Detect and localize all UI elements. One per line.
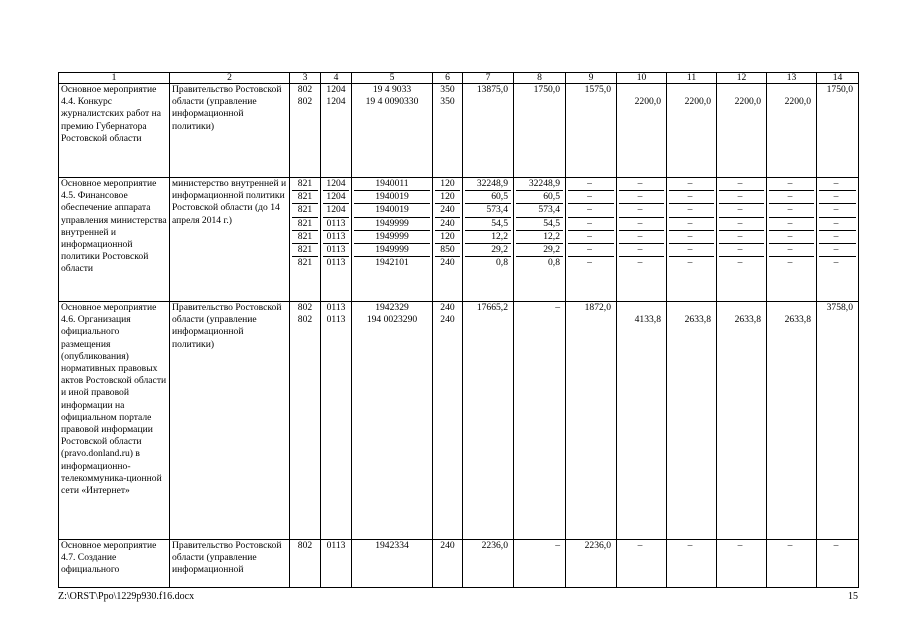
column-header-5: 5 bbox=[352, 73, 433, 84]
cell-value bbox=[619, 84, 664, 96]
cell-value: 1942101 bbox=[375, 257, 409, 269]
cell-value bbox=[465, 314, 511, 326]
column-14-cell bbox=[817, 302, 859, 540]
cell-value: 60,5 bbox=[516, 191, 563, 204]
cell-value: 2633,8 bbox=[734, 314, 761, 326]
cell-value: 802 bbox=[297, 96, 313, 108]
cell-value: 1940011 bbox=[354, 178, 430, 191]
column-7-cell bbox=[463, 84, 514, 178]
cell-value: 0113 bbox=[326, 257, 346, 269]
column-4-cell bbox=[321, 302, 352, 540]
column-3-cell bbox=[290, 178, 321, 302]
column-12-cell bbox=[717, 178, 767, 302]
cell-value: 1204 bbox=[326, 84, 346, 95]
executor-cell: Правительство Ростовской области (управление информационной политики) bbox=[170, 84, 290, 178]
column-13-cell bbox=[767, 540, 817, 588]
cell-value: 0113 bbox=[323, 218, 349, 231]
cell-value: – bbox=[669, 204, 714, 217]
cell-value: – bbox=[587, 257, 592, 269]
cell-value: 573,4 bbox=[465, 204, 511, 217]
cell-value: 1940019 bbox=[354, 204, 430, 217]
cell-value: 12,2 bbox=[516, 231, 563, 244]
cell-value: 2200,0 bbox=[734, 96, 761, 108]
cell-value: – bbox=[719, 218, 764, 231]
cell-value: 0113 bbox=[323, 244, 349, 257]
cell-value: – bbox=[769, 178, 814, 191]
cell-value: 1942329 bbox=[375, 302, 409, 313]
column-3-cell bbox=[290, 540, 321, 588]
column-12-cell bbox=[717, 84, 767, 178]
cell-value: – bbox=[819, 191, 856, 204]
cell-value: 350 bbox=[440, 96, 455, 108]
table-row bbox=[59, 540, 859, 588]
cell-value: 4133,8 bbox=[634, 314, 661, 326]
cell-value: 850 bbox=[435, 244, 460, 257]
cell-value: 821 bbox=[292, 178, 318, 191]
cell-value: – bbox=[555, 302, 560, 313]
cell-value: – bbox=[637, 540, 643, 551]
cell-value: – bbox=[833, 257, 839, 269]
cell-value: – bbox=[719, 178, 764, 191]
column-14-cell bbox=[817, 540, 859, 588]
cell-value: – bbox=[819, 204, 856, 217]
page-number: 15 bbox=[848, 591, 858, 602]
column-header-10: 10 bbox=[617, 73, 667, 84]
cell-value bbox=[819, 96, 856, 108]
cell-value: 32248,9 bbox=[516, 178, 563, 191]
cell-value: – bbox=[568, 244, 614, 257]
cell-value: 32248,9 bbox=[465, 178, 511, 191]
cell-value: – bbox=[719, 191, 764, 204]
column-header-11: 11 bbox=[667, 73, 717, 84]
cell-value: 54,5 bbox=[465, 218, 511, 231]
cell-value: – bbox=[619, 231, 664, 244]
cell-value: 19 4 0090330 bbox=[365, 96, 419, 108]
column-header-12: 12 bbox=[717, 73, 767, 84]
cell-value: 194 0023290 bbox=[366, 314, 418, 326]
cell-value: 54,5 bbox=[516, 218, 563, 231]
cell-value: – bbox=[568, 191, 614, 204]
cell-value: 120 bbox=[435, 191, 460, 204]
cell-value: – bbox=[737, 540, 743, 551]
cell-value: – bbox=[669, 244, 714, 257]
cell-value: 3758,0 bbox=[826, 302, 853, 313]
column-5-cell bbox=[352, 302, 433, 540]
column-8-cell bbox=[514, 302, 566, 540]
cell-value: – bbox=[769, 204, 814, 217]
cell-value: – bbox=[568, 204, 614, 217]
cell-value: 2236,0 bbox=[481, 540, 508, 551]
cell-value: 802 bbox=[297, 84, 313, 95]
column-3-cell bbox=[290, 302, 321, 540]
cell-value: – bbox=[769, 231, 814, 244]
executor-cell: Правительство Ростовской области (управление информационной политики) bbox=[170, 302, 290, 540]
column-5-cell bbox=[352, 540, 433, 588]
cell-value: 1940019 bbox=[354, 191, 430, 204]
cell-value: 0113 bbox=[326, 314, 346, 326]
cell-value: – bbox=[833, 540, 839, 551]
cell-value: – bbox=[555, 540, 560, 551]
cell-value: – bbox=[619, 218, 664, 231]
cell-value: 60,5 bbox=[465, 191, 511, 204]
cell-value: 240 bbox=[440, 540, 455, 551]
cell-value: 0113 bbox=[323, 231, 349, 244]
table-row bbox=[59, 178, 859, 302]
column-header-7: 7 bbox=[463, 73, 514, 84]
cell-value: 2633,8 bbox=[784, 314, 811, 326]
cell-value: 2200,0 bbox=[634, 96, 661, 108]
cell-value: – bbox=[619, 191, 664, 204]
column-8-cell bbox=[514, 540, 566, 588]
column-5-cell bbox=[352, 84, 433, 178]
cell-value: 802 bbox=[297, 540, 313, 551]
column-12-cell bbox=[717, 540, 767, 588]
column-header-3: 3 bbox=[290, 73, 321, 84]
column-11-cell bbox=[667, 540, 717, 588]
cell-value: – bbox=[637, 257, 643, 269]
cell-value: 0113 bbox=[326, 540, 346, 551]
column-header-13: 13 bbox=[767, 73, 817, 84]
column-6-cell bbox=[433, 540, 463, 588]
cell-value: 350 bbox=[440, 84, 455, 95]
cell-value: 2236,0 bbox=[584, 540, 611, 551]
executor-cell: министерство внутренней и информационной политики Ростовской области (до 14 апреля 2014 г.) bbox=[170, 178, 290, 302]
cell-value: – bbox=[819, 244, 856, 257]
cell-value: – bbox=[769, 191, 814, 204]
column-9-cell bbox=[566, 540, 617, 588]
column-header-14: 14 bbox=[817, 73, 859, 84]
cell-value bbox=[568, 314, 614, 326]
column-10-cell bbox=[617, 84, 667, 178]
column-7-cell bbox=[463, 540, 514, 588]
cell-value: – bbox=[669, 231, 714, 244]
cell-value bbox=[669, 302, 714, 314]
column-14-cell bbox=[817, 178, 859, 302]
activity-name-cell: Основное мероприятие 4.4. Конкурс журналистских работ на премию Губернатора Ростовской области bbox=[59, 84, 170, 178]
cell-value: – bbox=[719, 204, 764, 217]
column-header-9: 9 bbox=[566, 73, 617, 84]
cell-value: 821 bbox=[292, 191, 318, 204]
column-6-cell bbox=[433, 84, 463, 178]
cell-value: – bbox=[819, 218, 856, 231]
column-8-cell bbox=[514, 84, 566, 178]
cell-value: 802 bbox=[297, 302, 313, 313]
cell-value: 0,8 bbox=[496, 257, 508, 269]
cell-value: – bbox=[819, 231, 856, 244]
column-8-cell bbox=[514, 178, 566, 302]
column-10-cell bbox=[617, 178, 667, 302]
cell-value: – bbox=[568, 231, 614, 244]
cell-value: – bbox=[787, 540, 793, 551]
cell-value: – bbox=[568, 178, 614, 191]
cell-value: 240 bbox=[435, 204, 460, 217]
cell-value: 821 bbox=[292, 218, 318, 231]
column-7-cell bbox=[463, 178, 514, 302]
table-row bbox=[59, 302, 859, 540]
cell-value: 1949999 bbox=[354, 218, 430, 231]
cell-value bbox=[516, 314, 563, 326]
cell-value: 0,8 bbox=[548, 257, 560, 269]
column-13-cell bbox=[767, 178, 817, 302]
table-body bbox=[59, 84, 859, 588]
cell-value bbox=[719, 302, 764, 314]
cell-value: 240 bbox=[440, 314, 455, 326]
cell-value: 0113 bbox=[326, 302, 346, 313]
cell-value: 1204 bbox=[323, 191, 349, 204]
cell-value: – bbox=[669, 178, 714, 191]
column-13-cell bbox=[767, 302, 817, 540]
cell-value bbox=[568, 96, 614, 108]
activity-name-cell: Основное мероприятие 4.5. Финансовое обеспечение аппарата управления министерства внутренней и информационной политики Ростовской области bbox=[59, 178, 170, 302]
cell-value: 1942334 bbox=[375, 540, 409, 551]
cell-value: 240 bbox=[440, 257, 455, 269]
cell-value: 12,2 bbox=[465, 231, 511, 244]
cell-value: – bbox=[568, 218, 614, 231]
cell-value bbox=[619, 302, 664, 314]
column-12-cell bbox=[717, 302, 767, 540]
cell-value: 802 bbox=[297, 314, 313, 326]
column-5-cell bbox=[352, 178, 433, 302]
cell-value: 2200,0 bbox=[684, 96, 711, 108]
column-13-cell bbox=[767, 84, 817, 178]
cell-value: – bbox=[719, 244, 764, 257]
cell-value: 1204 bbox=[323, 204, 349, 217]
executor-cell: Правительство Ростовской области (управление информационной bbox=[170, 540, 290, 588]
cell-value: 17665,2 bbox=[476, 302, 508, 313]
cell-value: 120 bbox=[435, 231, 460, 244]
column-10-cell bbox=[617, 540, 667, 588]
cell-value: 240 bbox=[440, 302, 455, 313]
cell-value: 19 4 9033 bbox=[372, 84, 412, 95]
cell-value: 1204 bbox=[323, 178, 349, 191]
cell-value: – bbox=[619, 244, 664, 257]
cell-value: 2633,8 bbox=[684, 314, 711, 326]
cell-value: – bbox=[819, 178, 856, 191]
cell-value: 1575,0 bbox=[584, 84, 611, 95]
cell-value: – bbox=[737, 257, 743, 269]
column-9-cell bbox=[566, 178, 617, 302]
column-10-cell bbox=[617, 302, 667, 540]
budget-table bbox=[58, 72, 859, 588]
cell-value: – bbox=[687, 540, 693, 551]
cell-value bbox=[669, 84, 714, 96]
cell-value: 1949999 bbox=[354, 231, 430, 244]
cell-value: 120 bbox=[435, 178, 460, 191]
cell-value: 13875,0 bbox=[476, 84, 508, 95]
cell-value: 2200,0 bbox=[784, 96, 811, 108]
column-6-cell bbox=[433, 302, 463, 540]
cell-value: – bbox=[787, 257, 793, 269]
column-4-cell bbox=[321, 540, 352, 588]
cell-value: – bbox=[769, 244, 814, 257]
column-header-2: 2 bbox=[170, 73, 290, 84]
column-6-cell bbox=[433, 178, 463, 302]
cell-value: 1872,0 bbox=[584, 302, 611, 313]
cell-value: 821 bbox=[292, 244, 318, 257]
cell-value: 573,4 bbox=[516, 204, 563, 217]
column-header-1: 1 bbox=[59, 73, 170, 84]
cell-value bbox=[769, 84, 814, 96]
table-header bbox=[59, 73, 859, 84]
cell-value: 821 bbox=[292, 204, 318, 217]
cell-value: – bbox=[669, 191, 714, 204]
cell-value: – bbox=[769, 218, 814, 231]
cell-value: 821 bbox=[297, 257, 313, 269]
column-9-cell bbox=[566, 302, 617, 540]
column-11-cell bbox=[667, 178, 717, 302]
footer-file-path: Z:\ORST\Ppo\1229p930.f16.docx bbox=[58, 591, 195, 602]
cell-value: 821 bbox=[292, 231, 318, 244]
cell-value: 240 bbox=[435, 218, 460, 231]
cell-value: 1750,0 bbox=[826, 84, 853, 95]
table-row bbox=[59, 84, 859, 178]
cell-value: 1750,0 bbox=[533, 84, 560, 95]
cell-value: 1204 bbox=[326, 96, 346, 108]
column-14-cell bbox=[817, 84, 859, 178]
cell-value: – bbox=[619, 178, 664, 191]
column-header-6: 6 bbox=[433, 73, 463, 84]
column-4-cell bbox=[321, 84, 352, 178]
cell-value: – bbox=[719, 231, 764, 244]
column-header-8: 8 bbox=[514, 73, 566, 84]
cell-value bbox=[465, 96, 511, 108]
cell-value bbox=[769, 302, 814, 314]
column-3-cell bbox=[290, 84, 321, 178]
cell-value: 29,2 bbox=[465, 244, 511, 257]
column-7-cell bbox=[463, 302, 514, 540]
cell-value: – bbox=[669, 218, 714, 231]
cell-value: – bbox=[619, 204, 664, 217]
column-11-cell bbox=[667, 84, 717, 178]
activity-name-cell: Основное мероприятие 4.6. Организация официального размещения (опубликования) нормативных правовых актов Ростовской области и иной правовой информации на официальном портале правовой информации Ростовской области (pravo.donland.ru) в информационно-телекоммуника-ционной сети «Интернет» bbox=[59, 302, 170, 540]
column-9-cell bbox=[566, 84, 617, 178]
cell-value: 1949999 bbox=[354, 244, 430, 257]
cell-value bbox=[719, 84, 764, 96]
cell-value: – bbox=[687, 257, 693, 269]
column-11-cell bbox=[667, 302, 717, 540]
cell-value: 29,2 bbox=[516, 244, 563, 257]
column-4-cell bbox=[321, 178, 352, 302]
activity-name-cell: Основное мероприятие 4.7. Создание официального bbox=[59, 540, 170, 588]
cell-value bbox=[516, 96, 563, 108]
column-header-4: 4 bbox=[321, 73, 352, 84]
cell-value bbox=[819, 314, 856, 326]
